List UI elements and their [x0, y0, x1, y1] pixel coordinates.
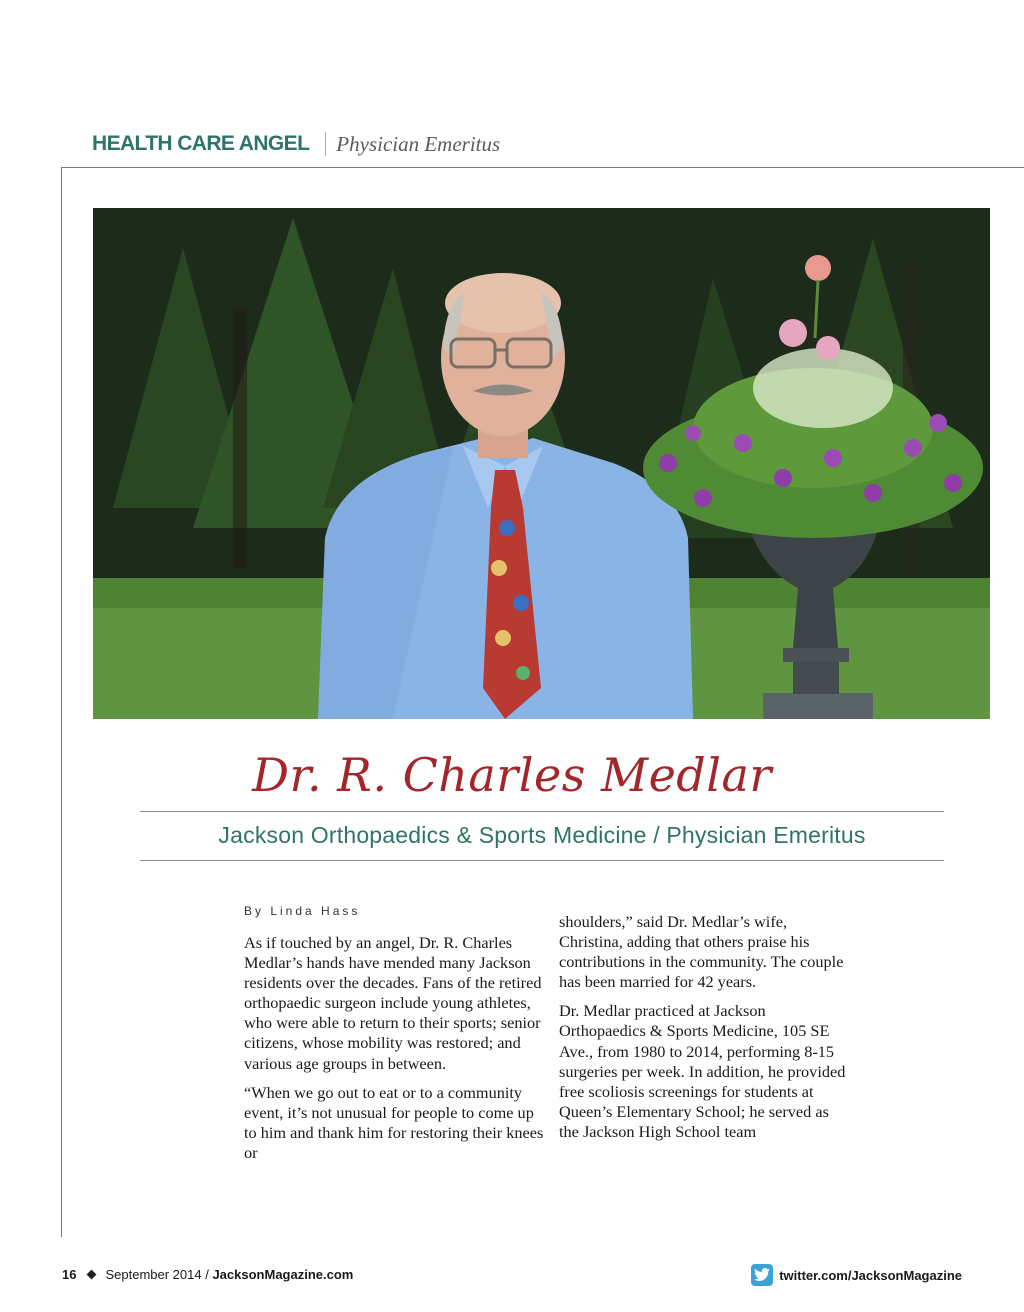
issue-date: September 2014 /: [105, 1267, 209, 1282]
footer-right: [751, 1264, 962, 1286]
title-rule-top: [140, 811, 944, 812]
article-column-1: [244, 933, 544, 1172]
section-title: HEALTH CARE ANGEL: [92, 132, 310, 155]
article-title: Dr. R. Charles Medlar: [252, 748, 772, 802]
frame-top-rule: [61, 167, 1024, 168]
portrait-illustration: [93, 208, 990, 719]
footer-left: [62, 1267, 353, 1282]
portrait-photo: [93, 208, 990, 719]
page-number: 16: [62, 1267, 77, 1282]
paragraph: Dr. Medlar practiced at Jackson Orthopaedics & Sports Medicine, 105 SE Ave., from 1980 to 2014, performing 8-15 surgeries per week. In addition, he provided free scoliosis screenings for students at Queen’s Elementary School; he served as the Jackson High School team: [559, 1001, 846, 1141]
paragraph: shoulders,” said Dr. Medlar’s wife, Christina, adding that others praise his contributions in the community. The couple has been married for 42 years.: [559, 912, 844, 992]
frame-left-rule: [61, 167, 62, 1237]
byline: [244, 904, 360, 918]
byline-text: By Linda Hass: [244, 904, 361, 918]
article-affiliation: Jackson Orthopaedics & Sports Medicine / Physician Emeritus: [218, 822, 866, 848]
diamond-icon: [87, 1270, 97, 1280]
section-header: [92, 128, 500, 160]
header-separator: [325, 132, 326, 156]
paragraph: As if touched by an angel, Dr. R. Charles Medlar’s hands have mended many Jackson residents over the decades. Fans of the retired orthopaedic surgeon include young athletes, who were able to return to their sports; senior citizens, whose mobility was restored; and various age groups in between.: [244, 933, 542, 1073]
section-subtitle: Physician Emeritus: [336, 131, 501, 156]
website-link[interactable]: JacksonMagazine.com: [212, 1267, 354, 1282]
twitter-handle[interactable]: twitter.com/JacksonMagazine: [779, 1267, 962, 1283]
title-rule-bottom: [140, 860, 944, 861]
twitter-icon[interactable]: [751, 1264, 773, 1286]
article-column-2: [559, 912, 849, 1151]
paragraph: “When we go out to eat or to a community event, it’s not unusual for people to come up to him and thank him for restoring their knees or: [244, 1082, 544, 1162]
